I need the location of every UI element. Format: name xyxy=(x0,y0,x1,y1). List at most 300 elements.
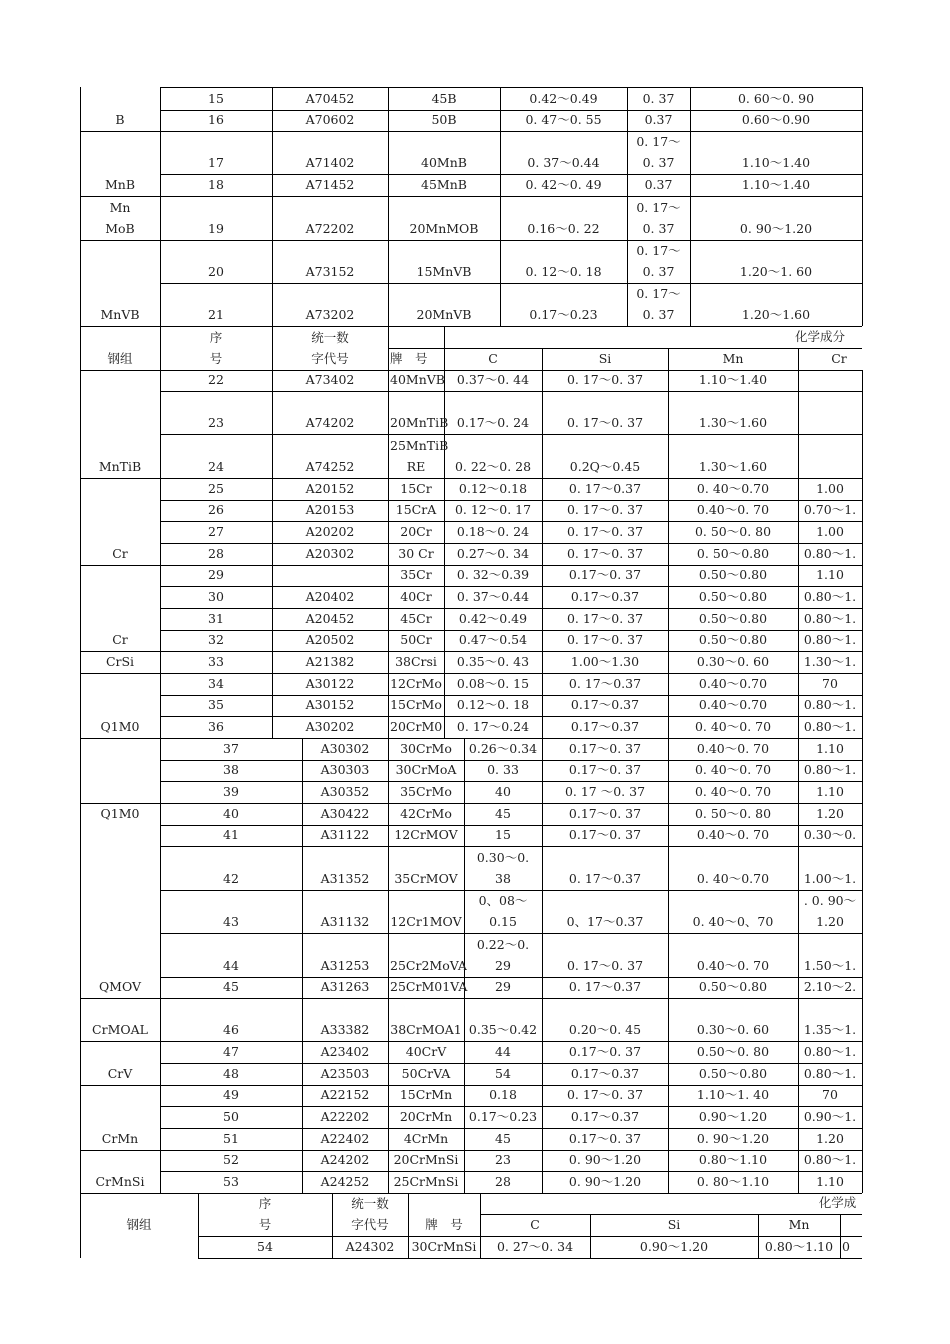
grid-line-v xyxy=(388,738,389,1193)
grid-line-v xyxy=(798,738,799,1193)
row50-cr: 0.90～1. xyxy=(803,1109,857,1124)
row19-grade: 20MnMOB xyxy=(409,221,479,236)
row21-mn: 1.20～1.60 xyxy=(741,307,811,322)
row48-cr: 0.80～1. xyxy=(803,1066,857,1081)
row45-si: 0. 17～0.37 xyxy=(568,979,642,994)
row15-grade: 45B xyxy=(431,91,457,106)
row48-c: 54 xyxy=(495,1066,511,1081)
row54-si: 0.90～1.20 xyxy=(639,1239,709,1254)
row30-no: 30 xyxy=(208,589,224,604)
steel-group-label: CrMn xyxy=(101,1131,139,1146)
header-serial-no: 序 号 xyxy=(209,330,223,366)
row25-mn: 0. 40～0.70 xyxy=(696,481,770,496)
row32-c: 0.47～0.54 xyxy=(458,632,528,647)
row28-cr: 0.80～1. xyxy=(803,546,857,561)
row46-code: A33382 xyxy=(320,1022,370,1037)
row23-si: 0. 17～0. 37 xyxy=(566,415,644,430)
row33-grade: 38Crsi xyxy=(395,654,437,669)
row24-si: 0.2Q～0.45 xyxy=(569,459,641,474)
row40-mn: 0. 50～0. 80 xyxy=(694,806,772,821)
row36-code: A30202 xyxy=(305,719,355,734)
row41-c: 15 xyxy=(495,827,511,842)
steel-group-label: MnTiB xyxy=(98,459,142,474)
header-si: Si xyxy=(667,1217,681,1232)
grid-line-v xyxy=(542,348,543,370)
row36-grade: 20CrM0 xyxy=(390,719,443,734)
grid-line-v xyxy=(862,738,863,1193)
row34-code: A30122 xyxy=(305,676,355,691)
row23-c: 0.17～0. 24 xyxy=(456,415,530,430)
row53-cr: 1.10 xyxy=(816,1174,844,1189)
grid-line-v xyxy=(160,326,161,370)
grid-line-v xyxy=(862,370,863,738)
row21-no: 21 xyxy=(208,307,224,322)
row30-code: A20402 xyxy=(305,589,355,604)
row25-no: 25 xyxy=(208,481,224,496)
row25-cr: 1.00 xyxy=(816,481,844,496)
row27-c: 0.18～0. 24 xyxy=(456,524,530,539)
row48-code: A23503 xyxy=(320,1066,370,1081)
row32-si: 0. 17～0. 37 xyxy=(566,632,644,647)
grid-line-v xyxy=(798,370,799,738)
row44-code: A31253 xyxy=(320,958,370,973)
row51-mn: 0. 90～1.20 xyxy=(696,1131,770,1146)
row29-no: 29 xyxy=(208,567,224,582)
row26-si: 0. 17～0. 37 xyxy=(566,502,644,517)
row18-grade: 45MnB xyxy=(421,177,467,192)
row25-si: 0. 17～0.37 xyxy=(568,481,642,496)
row35-cr: 0.80～1. xyxy=(803,697,857,712)
row23-mn: 1.30～1.60 xyxy=(698,415,768,430)
row44-cr: 1.50～1. xyxy=(803,958,857,973)
row36-si: 0.17～0.37 xyxy=(570,719,640,734)
row52-c: 23 xyxy=(495,1152,511,1167)
row29-cr: 1.10 xyxy=(816,567,844,582)
row27-si: 0. 17～0. 37 xyxy=(566,524,644,539)
row23-grade: 20MnTiB xyxy=(390,415,449,430)
row40-cr: 1.20 xyxy=(816,806,844,821)
header-grade: 牌 号 xyxy=(390,351,428,366)
row23-no: 23 xyxy=(208,415,224,430)
row17-code: A71402 xyxy=(305,155,355,170)
row37-si: 0.17～0. 37 xyxy=(568,741,642,756)
row26-cr: 0.70～1. xyxy=(803,502,857,517)
row39-no: 39 xyxy=(223,784,239,799)
row28-code: A20302 xyxy=(305,546,355,561)
row50-mn: 0.90～1.20 xyxy=(698,1109,768,1124)
row37-no: 37 xyxy=(223,741,239,756)
row41-code: A31122 xyxy=(320,827,370,842)
row26-c: 0. 12～0. 17 xyxy=(454,502,532,517)
row31-cr: 0.80～1. xyxy=(803,611,857,626)
grid-line-v xyxy=(690,87,691,326)
grid-line-v xyxy=(272,370,273,738)
row44-c: 0.22～0. 29 xyxy=(476,937,530,973)
row39-si: 0. 17 ～0. 37 xyxy=(564,784,646,799)
row35-no: 35 xyxy=(208,697,224,712)
row42-no: 42 xyxy=(223,871,239,886)
row16-no: 16 xyxy=(208,112,224,127)
row34-no: 34 xyxy=(208,676,224,691)
row41-mn: 0.40～0. 70 xyxy=(696,827,770,842)
row46-mn: 0.30～0. 60 xyxy=(696,1022,770,1037)
row53-c: 28 xyxy=(495,1174,511,1189)
row53-si: 0. 90～1.20 xyxy=(568,1174,642,1189)
row30-mn: 0.50～0.80 xyxy=(698,589,768,604)
row49-c: 0.18 xyxy=(489,1087,517,1102)
row22-mn: 1.10～1.40 xyxy=(698,372,768,387)
row54-c: 0. 27～0. 34 xyxy=(496,1239,574,1254)
row18-c: 0. 42～0. 49 xyxy=(525,177,602,192)
row38-no: 38 xyxy=(223,762,239,777)
grid-line-v xyxy=(272,326,273,370)
row42-code: A31352 xyxy=(320,871,370,886)
row45-cr: 2.10～2. xyxy=(803,979,857,994)
row15-mn: 0. 60～0. 90 xyxy=(737,91,815,106)
grid-line-h xyxy=(80,196,862,197)
row18-no: 18 xyxy=(208,177,224,192)
row26-mn: 0.40～0. 70 xyxy=(696,502,770,517)
row47-si: 0.17～0. 37 xyxy=(568,1044,642,1059)
row21-c: 0.17～0.23 xyxy=(529,307,598,322)
row54-no: 54 xyxy=(257,1239,273,1254)
grid-line-v xyxy=(198,1193,199,1258)
row50-c: 0.17～0.23 xyxy=(468,1109,538,1124)
row33-mn: 0.30～0. 60 xyxy=(696,654,770,669)
row41-si: 0.17～0. 37 xyxy=(568,827,642,842)
grid-line-v xyxy=(798,348,799,370)
row34-grade: 12CrMo xyxy=(390,676,442,691)
row51-si: 0.17～0. 37 xyxy=(568,1131,642,1146)
header-chemical-composition: 化学成分 xyxy=(794,329,845,344)
row45-no: 45 xyxy=(223,979,239,994)
row49-code: A22152 xyxy=(320,1087,370,1102)
row40-si: 0.17～0. 37 xyxy=(568,806,642,821)
row33-no: 33 xyxy=(208,654,224,669)
steel-group-label: MnVB xyxy=(100,307,140,322)
steel-group-label: B xyxy=(115,112,125,127)
row45-mn: 0.50～0.80 xyxy=(698,979,768,994)
grid-line-v xyxy=(160,738,161,1193)
row40-grade: 42CrMo xyxy=(400,806,452,821)
header-chemical-composition: 化学成 xyxy=(818,1195,857,1210)
row31-grade: 45Cr xyxy=(400,611,432,626)
grid-line-v xyxy=(668,348,669,370)
header-mn: Mn xyxy=(722,351,744,366)
row27-code: A20202 xyxy=(305,524,355,539)
row47-cr: 0.80～1. xyxy=(803,1044,857,1059)
row30-c: 0. 37～0.44 xyxy=(456,589,530,604)
row31-c: 0.42～0.49 xyxy=(458,611,528,626)
row26-code: A20153 xyxy=(305,502,355,517)
row39-mn: 0. 40～0. 70 xyxy=(694,784,772,799)
row43-grade: 12Cr1MOV xyxy=(390,914,462,929)
row52-si: 0. 90～1.20 xyxy=(568,1152,642,1167)
row42-c: 0.30～0. 38 xyxy=(476,850,530,886)
row30-si: 0.17～0.37 xyxy=(570,589,640,604)
row38-grade: 30CrMoA xyxy=(395,762,457,777)
row52-cr: 0.80～1. xyxy=(803,1152,857,1167)
row15-no: 15 xyxy=(208,91,224,106)
row45-code: A31263 xyxy=(320,979,370,994)
row24-code: A74252 xyxy=(305,459,355,474)
row20-mn: 1.20～1. 60 xyxy=(739,264,813,279)
row37-grade: 30CrMo xyxy=(400,741,452,756)
steel-group-label: CrMOAL xyxy=(92,1022,148,1037)
row28-mn: 0. 50～0.80 xyxy=(696,546,770,561)
row35-si: 0.17～0.37 xyxy=(570,697,640,712)
grid-line-v xyxy=(480,1193,481,1258)
row43-cr: . 0. 90～ 1.20 xyxy=(803,893,857,929)
header-grade: 牌 号 xyxy=(425,1217,463,1232)
row44-no: 44 xyxy=(223,958,239,973)
grid-line-v xyxy=(388,326,389,370)
row25-c: 0.12～0.18 xyxy=(458,481,528,496)
row22-no: 22 xyxy=(208,372,224,387)
grid-line-v xyxy=(668,738,669,1193)
row18-mn: 1.10～1.40 xyxy=(741,177,811,192)
row51-cr: 1.20 xyxy=(816,1131,844,1146)
row42-grade: 35CrMOV xyxy=(394,871,458,886)
row50-grade: 20CrMn xyxy=(399,1109,453,1124)
header-steel-group: 钢组 xyxy=(126,1217,152,1232)
row48-no: 48 xyxy=(223,1066,239,1081)
row37-cr: 1.10 xyxy=(816,741,844,756)
row40-c: 45 xyxy=(495,806,511,821)
row16-mn: 0.60～0.90 xyxy=(741,112,811,127)
row15-code: A70452 xyxy=(305,91,355,106)
row53-mn: 0. 80～1.10 xyxy=(696,1174,770,1189)
row46-si: 0.20～0. 45 xyxy=(568,1022,642,1037)
row34-mn: 0.40～0.70 xyxy=(698,676,768,691)
row39-grade: 35CrMo xyxy=(400,784,452,799)
row51-code: A22402 xyxy=(320,1131,370,1146)
grid-line-h xyxy=(160,283,862,284)
row21-si: 0. 17～ 0. 37 xyxy=(636,286,681,322)
steel-group-label: MnB xyxy=(104,177,136,192)
row20-no: 20 xyxy=(208,264,224,279)
row47-no: 47 xyxy=(223,1044,239,1059)
grid-line-v xyxy=(500,87,501,326)
row35-grade: 15CrMo xyxy=(390,697,442,712)
row48-mn: 0.50～0.80 xyxy=(698,1066,768,1081)
row32-grade: 50Cr xyxy=(400,632,432,647)
row26-no: 26 xyxy=(208,502,224,517)
grid-line-v xyxy=(668,370,669,738)
row30-grade: 40Cr xyxy=(400,589,432,604)
row37-c: 0.26～0.34 xyxy=(468,741,538,756)
row29-c: 0. 32～0.39 xyxy=(456,567,530,582)
row52-no: 52 xyxy=(223,1152,239,1167)
row46-no: 46 xyxy=(223,1022,239,1037)
row37-mn: 0.40～0. 70 xyxy=(696,741,770,756)
row25-grade: 15Cr xyxy=(400,481,432,496)
steel-group-label: CrMnSi xyxy=(95,1174,145,1189)
row26-grade: 15CrA xyxy=(395,502,437,517)
row19-no: 19 xyxy=(208,221,224,236)
row15-si: 0. 37 xyxy=(642,91,675,106)
row43-no: 43 xyxy=(223,914,239,929)
row48-si: 0.17～0.37 xyxy=(570,1066,640,1081)
row53-grade: 25CrMnSi xyxy=(393,1174,459,1189)
grid-line-v xyxy=(332,1193,333,1258)
row32-mn: 0.50～0.80 xyxy=(698,632,768,647)
row31-no: 31 xyxy=(208,611,224,626)
grid-line-h xyxy=(80,240,862,241)
row20-code: A73152 xyxy=(305,264,355,279)
row22-code: A73402 xyxy=(305,372,355,387)
grid-line-v xyxy=(160,87,161,326)
row32-no: 32 xyxy=(208,632,224,647)
row54-grade: 30CrMnSi xyxy=(411,1239,477,1254)
row31-mn: 0.50～0.80 xyxy=(698,611,768,626)
row28-c: 0.27～0. 34 xyxy=(456,546,530,561)
row30-cr: 0.80～1. xyxy=(803,589,857,604)
header-mn: Mn xyxy=(788,1217,810,1232)
steel-group-label: QMOV xyxy=(98,979,142,994)
row19-code: A72202 xyxy=(305,221,355,236)
row31-code: A20452 xyxy=(305,611,355,626)
row27-cr: 1.00 xyxy=(816,524,844,539)
row32-cr: 0.80～1. xyxy=(803,632,857,647)
row38-cr: 0.80～1. xyxy=(803,762,857,777)
header-si: Si xyxy=(598,351,612,366)
row47-grade: 40CrV xyxy=(405,1044,447,1059)
steel-group-label: Mn MoB xyxy=(105,200,135,236)
grid-line-v xyxy=(302,738,303,1193)
row20-si: 0. 17～ 0. 37 xyxy=(636,243,681,279)
grid-line-v xyxy=(388,370,389,738)
row22-c: 0.37～0. 44 xyxy=(456,372,530,387)
row36-cr: 0.80～1. xyxy=(803,719,857,734)
row16-code: A70602 xyxy=(305,112,355,127)
header-unified-code: 统一数 字代号 xyxy=(351,1196,389,1232)
row50-code: A22202 xyxy=(320,1109,370,1124)
row35-c: 0.12～0. 18 xyxy=(456,697,530,712)
row38-code: A30303 xyxy=(320,762,370,777)
row49-no: 49 xyxy=(223,1087,239,1102)
steel-group-label: CrSi xyxy=(105,654,135,669)
steel-group-label: Q1M0 xyxy=(100,719,140,734)
row22-si: 0. 17～0. 37 xyxy=(566,372,644,387)
grid-line-v xyxy=(388,87,389,326)
row24-c: 0. 22～0. 28 xyxy=(454,459,532,474)
row52-grade: 20CrMnSi xyxy=(393,1152,459,1167)
row43-code: A31132 xyxy=(320,914,370,929)
row35-code: A30152 xyxy=(305,697,355,712)
row16-si: 0.37 xyxy=(644,112,673,127)
row42-mn: 0. 40～0.70 xyxy=(696,871,770,886)
row47-mn: 0.50～0. 80 xyxy=(696,1044,770,1059)
row50-no: 50 xyxy=(223,1109,239,1124)
row50-si: 0.17～0.37 xyxy=(570,1109,640,1124)
row19-mn: 0. 90～1.20 xyxy=(739,221,813,236)
row54-mn: 0.80～1.10 xyxy=(764,1239,834,1254)
steel-group-label: Cr xyxy=(112,546,128,561)
row28-grade: 30 Cr xyxy=(398,546,434,561)
row41-no: 41 xyxy=(223,827,239,842)
row44-si: 0. 17～0. 37 xyxy=(566,958,644,973)
steel-group-label: Cr xyxy=(112,632,128,647)
row21-code: A73202 xyxy=(305,307,355,322)
row31-si: 0. 17～0. 37 xyxy=(566,611,644,626)
row19-c: 0.16～0. 22 xyxy=(527,221,600,236)
row35-mn: 0.40～0.70 xyxy=(698,697,768,712)
grid-line-h xyxy=(80,998,862,999)
row49-cr: 70 xyxy=(822,1087,838,1102)
row36-c: 0. 17～0.24 xyxy=(456,719,530,734)
steel-group-label: CrV xyxy=(107,1066,133,1081)
steel-group-label: Q1M0 xyxy=(100,806,140,821)
row20-grade: 15MnVB xyxy=(416,264,472,279)
row25-code: A20152 xyxy=(305,481,355,496)
row34-c: 0.08～0. 15 xyxy=(456,676,530,691)
row37-code: A30302 xyxy=(320,741,370,756)
header-steel-group: 钢组 xyxy=(107,351,133,366)
row36-mn: 0. 40～0. 70 xyxy=(694,719,772,734)
grid-line-v xyxy=(542,738,543,1193)
row40-no: 40 xyxy=(223,806,239,821)
grid-line-v xyxy=(862,87,863,326)
row33-cr: 1.30～1. xyxy=(803,654,857,669)
row43-mn: 0. 40～0、70 xyxy=(692,914,774,929)
header-c: C xyxy=(530,1217,540,1232)
row47-c: 44 xyxy=(495,1044,511,1059)
row53-code: A24252 xyxy=(320,1174,370,1189)
row49-grade: 15CrMn xyxy=(399,1087,453,1102)
row17-c: 0. 37～0.44 xyxy=(527,155,600,170)
row45-grade: 25CrM01VA xyxy=(390,979,468,994)
row21-grade: 20MnVB xyxy=(416,307,472,322)
grid-line-h xyxy=(198,1258,862,1259)
row47-code: A23402 xyxy=(320,1044,370,1059)
row33-si: 1.00～1.30 xyxy=(570,654,640,669)
row29-mn: 0.50～0.80 xyxy=(698,567,768,582)
grid-line-h xyxy=(160,391,862,392)
grid-line-v xyxy=(444,326,445,370)
header-unified-code: 统一数 字代号 xyxy=(311,330,349,366)
row27-grade: 20Cr xyxy=(400,524,432,539)
row17-no: 17 xyxy=(208,155,224,170)
row46-grade: 38CrMOA1 xyxy=(390,1022,462,1037)
row53-no: 53 xyxy=(223,1174,239,1189)
row16-c: 0. 47～0. 55 xyxy=(525,112,602,127)
header-c: C xyxy=(488,351,498,366)
grid-line-v xyxy=(758,1214,759,1258)
header-cr: Cr xyxy=(831,351,847,366)
row33-code: A21382 xyxy=(305,654,355,669)
row44-grade: 25Cr2MoVA xyxy=(390,958,467,973)
grid-line-h xyxy=(80,326,160,327)
row18-si: 0.37 xyxy=(644,177,673,192)
row17-si: 0. 17～ 0. 37 xyxy=(636,134,681,170)
row46-c: 0.35～0.42 xyxy=(468,1022,538,1037)
row51-grade: 4CrMn xyxy=(403,1131,449,1146)
row29-grade: 35Cr xyxy=(400,567,432,582)
grid-line-v xyxy=(840,1214,841,1258)
row34-si: 0. 17～0.37 xyxy=(568,676,642,691)
grid-line-h xyxy=(160,434,862,435)
row44-mn: 0.40～0. 70 xyxy=(696,958,770,973)
row39-cr: 1.10 xyxy=(816,784,844,799)
grid-line-v xyxy=(160,370,161,738)
row41-cr: 0.30～0. xyxy=(803,827,857,842)
row36-no: 36 xyxy=(208,719,224,734)
row23-code: A74202 xyxy=(305,415,355,430)
row29-si: 0.17～0. 37 xyxy=(568,567,642,582)
row40-code: A30422 xyxy=(320,806,370,821)
grid-line-v xyxy=(408,1193,409,1258)
